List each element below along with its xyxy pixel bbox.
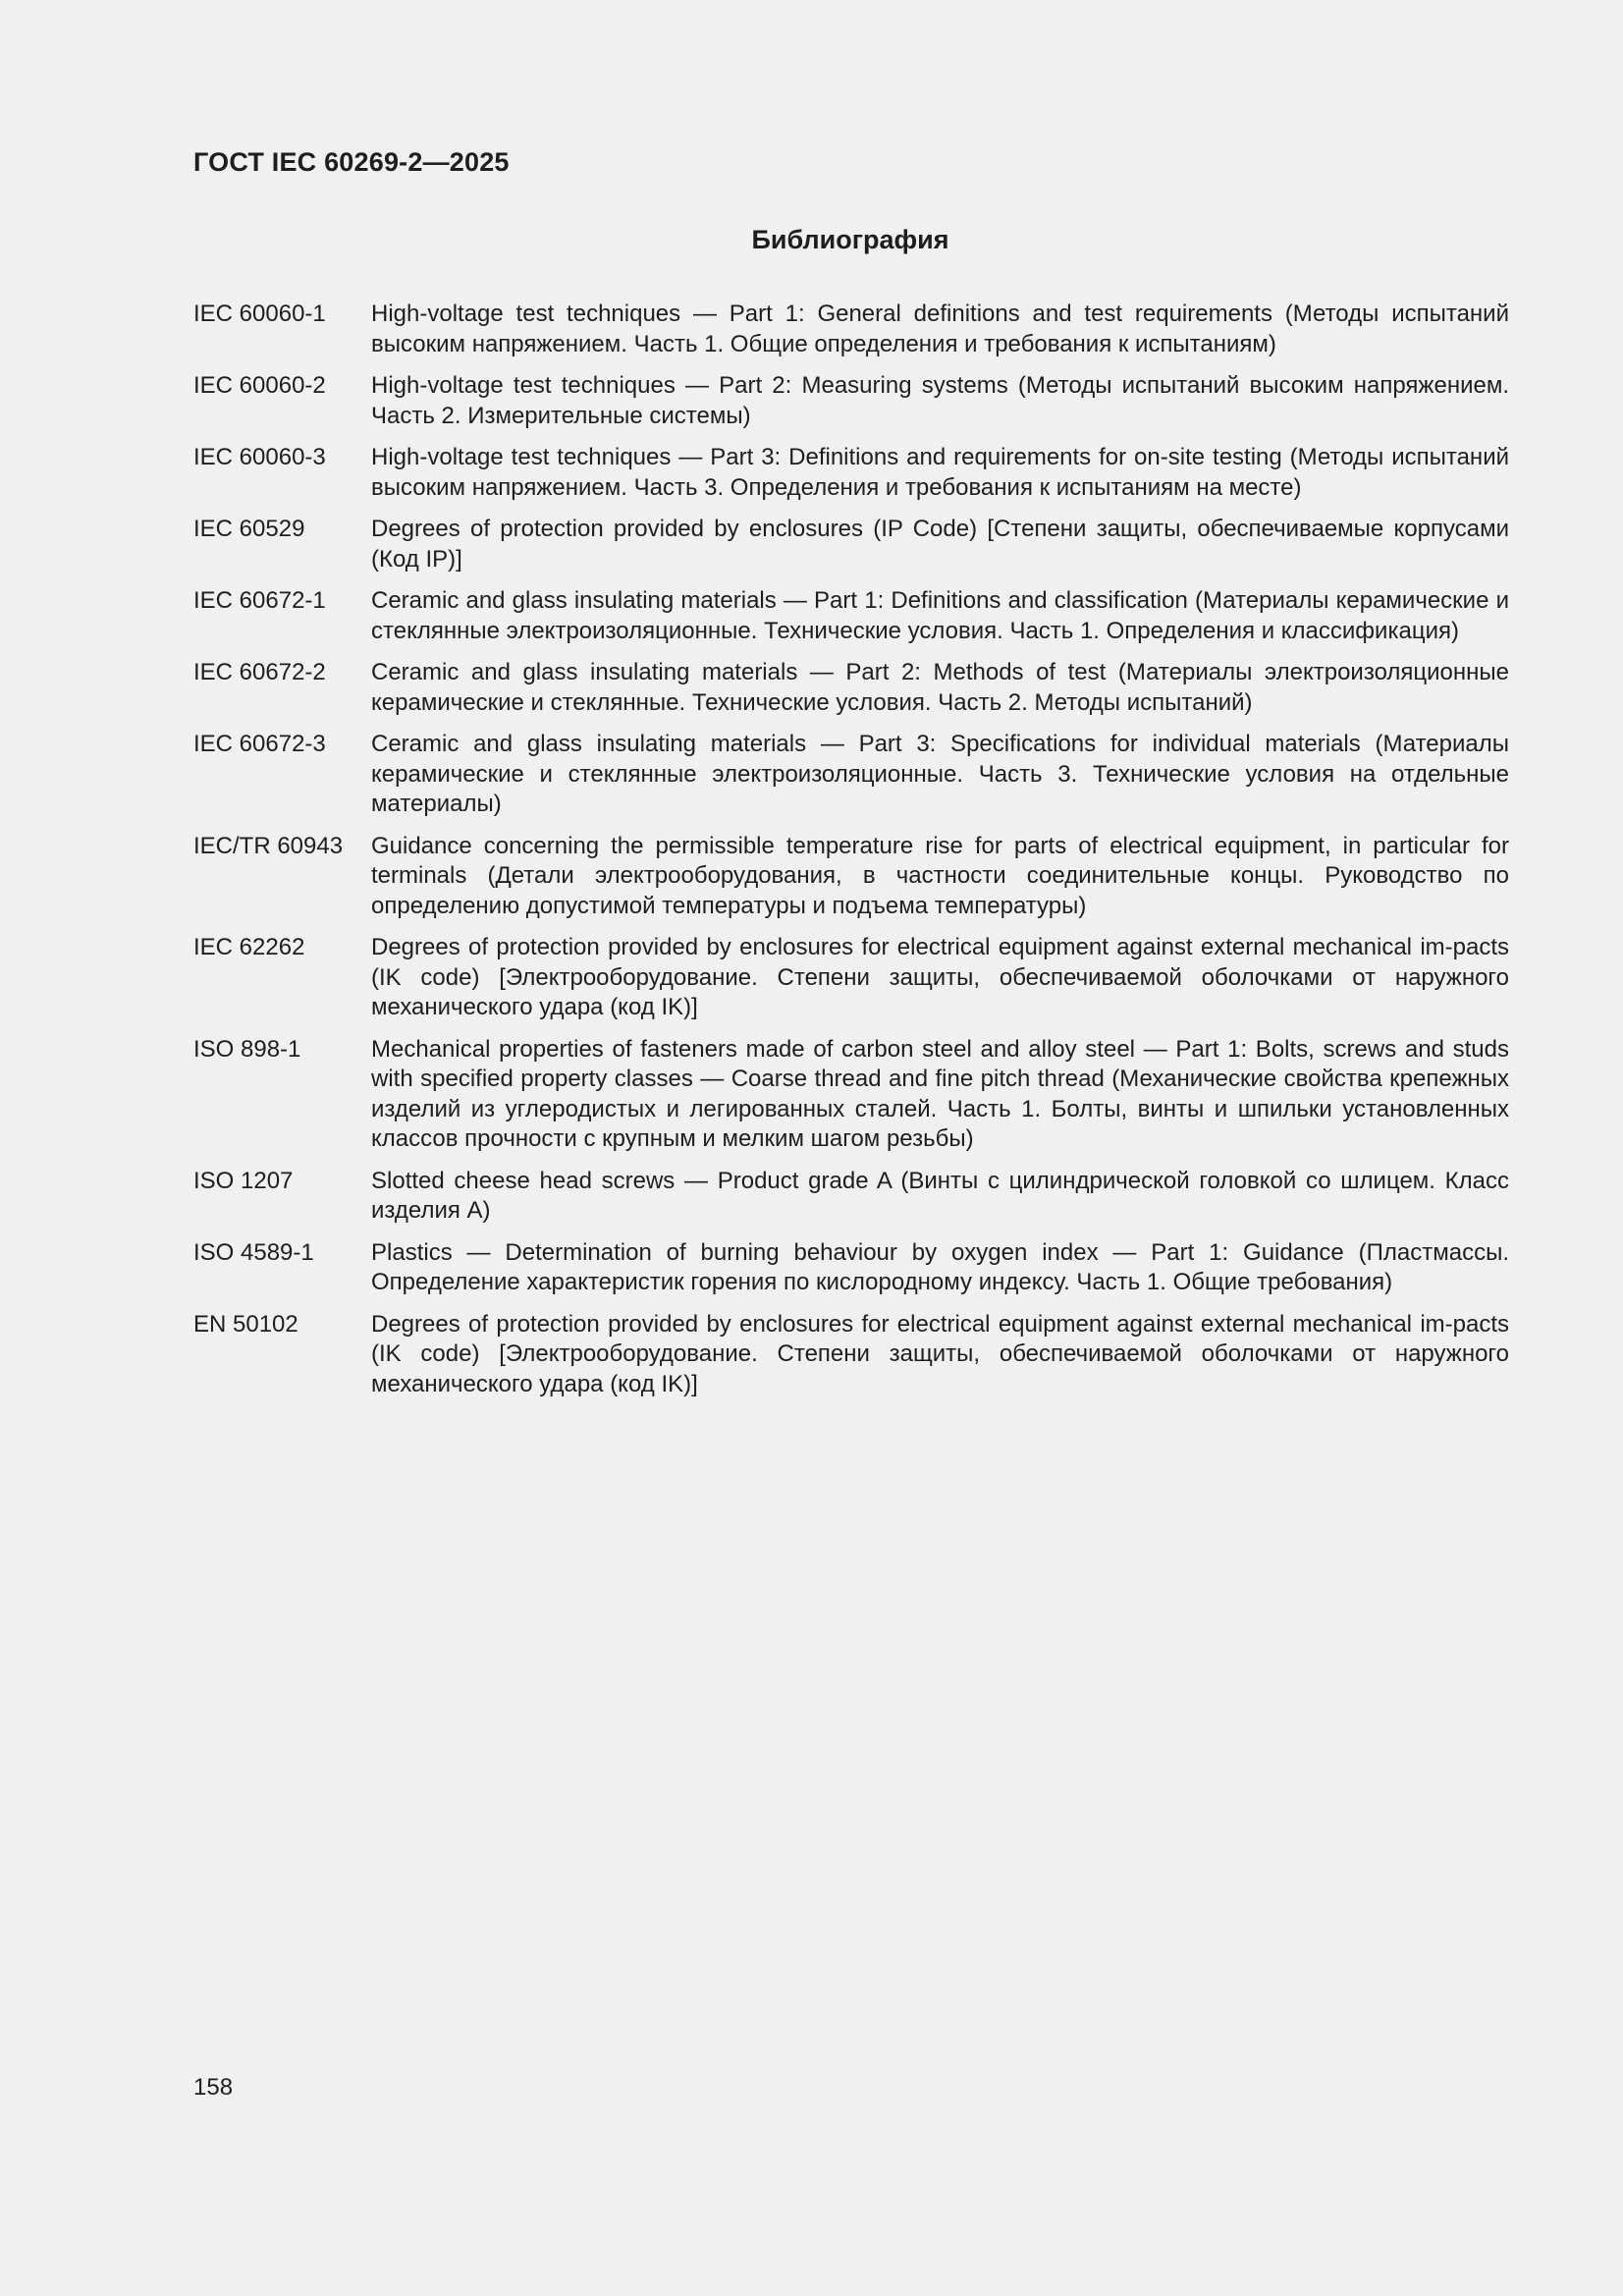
section-title: Библиография <box>751 225 949 254</box>
bibliography-entry <box>193 371 1509 431</box>
bibliography-entry <box>193 832 1509 922</box>
reference-code: EN 50102 <box>193 1310 298 1338</box>
bibliography-entry <box>193 1035 1509 1155</box>
reference-title: Degrees of protection provided by enclosures for electrical equipment against external mechanical im-pacts (IK code) [Электрооборудование. Степени защиты, обеспечиваемой оболочками от наружного механического удара (код IK)] <box>371 1310 1509 1397</box>
bibliography-entry <box>193 1238 1509 1298</box>
reference-code: IEC 60672-1 <box>193 587 326 614</box>
reference-code: ISO 898-1 <box>193 1035 301 1063</box>
reference-code: ISO 1207 <box>193 1167 294 1194</box>
reference-code: ISO 4589-1 <box>193 1238 314 1266</box>
page-number: 158 <box>193 2074 234 2101</box>
bibliography-entry <box>193 300 1509 359</box>
reference-title: Plastics — Determination of burning behaviour by oxygen index — Part 1: Guidance (Пластмассы. Определение характеристик горения по кислородному индексу. Часть 1. Общие требования) <box>371 1238 1509 1295</box>
reference-title: Ceramic and glass insulating materials — Part 1: Definitions and classification (Материалы керамические и стеклянные электроизоляционные. Технические условия. Часть 1. Определения и классификация) <box>371 587 1509 644</box>
reference-title: High-voltage test techniques — Part 2: Measuring systems (Методы испытаний высоким напряжением. Часть 2. Измерительные системы) <box>371 372 1509 429</box>
bibliography-entry <box>193 730 1509 820</box>
reference-title: High-voltage test techniques — Part 3: Definitions and requirements for on-site testing (Методы испытаний высоким напряжением. Часть 3. Определения и требования к испытаниям на месте) <box>371 444 1509 501</box>
bibliography-entry <box>193 933 1509 1023</box>
reference-title: Guidance concerning the permissible temperature rise for parts of electrical equipment, in particular for terminals (Детали электрооборудования, в частности соединительные концы. Руководство по определению допустимой температуры и подъема температуры) <box>371 832 1509 919</box>
reference-title: High-voltage test techniques — Part 1: General definitions and test requirements (Методы испытаний высоким напряжением. Часть 1. Общие определения и требования к испытаниям) <box>371 301 1509 357</box>
reference-title: Ceramic and glass insulating materials — Part 2: Methods of test (Материалы электроизоляционные керамические и стеклянные. Технические условия. Часть 2. Методы испытаний) <box>371 659 1509 716</box>
bibliography-entry <box>193 1167 1509 1227</box>
document-header: ГОСТ IEC 60269-2—2025 <box>193 147 510 177</box>
reference-code: IEC 60672-2 <box>193 659 326 685</box>
bibliography-entry <box>193 1310 1509 1400</box>
bibliography-entry <box>193 443 1509 503</box>
bibliography-list <box>193 300 1509 1411</box>
reference-title: Degrees of protection provided by enclosures for electrical equipment against external mechanical im-pacts (IK code) [Электрооборудование. Степени защиты, обеспечиваемой оболочками от наружного механического удара (код IK)] <box>371 934 1509 1020</box>
reference-code: IEC 60672-3 <box>193 731 326 757</box>
reference-code: IEC 60060-3 <box>193 444 326 470</box>
reference-code: IEC 62262 <box>193 934 305 960</box>
bibliography-entry <box>193 515 1509 574</box>
reference-code: IEC/TR 60943 <box>193 832 344 859</box>
reference-title: Mechanical properties of fasteners made of carbon steel and alloy steel — Part 1: Bolts, screws and studs with specified property classes — Coarse thread and fine pitch thread (Механические свойства крепежных изделий из углеродистых и легированных сталей. Часть 1. Болты, винты и шпильки установленных классов прочности с крупным и мелким шагом резьбы) <box>371 1035 1509 1152</box>
bibliography-entry <box>193 586 1509 646</box>
reference-title: Ceramic and glass insulating materials — Part 3: Specifications for individual materials (Материалы керамические и стеклянные электроизоляционные. Часть 3. Технические условия на отдельные материалы) <box>371 731 1509 817</box>
reference-code: IEC 60060-1 <box>193 301 326 327</box>
bibliography-entry <box>193 658 1509 718</box>
reference-code: IEC 60060-2 <box>193 372 326 399</box>
reference-title: Degrees of protection provided by enclosures (IP Code) [Степени защиты, обеспечиваемые корпусами (Код IP)] <box>371 516 1509 573</box>
reference-title: Slotted cheese head screws — Product grade A (Винты с цилиндрической головкой со шлицем. Класс изделия А) <box>371 1167 1509 1224</box>
reference-code: IEC 60529 <box>193 516 305 542</box>
